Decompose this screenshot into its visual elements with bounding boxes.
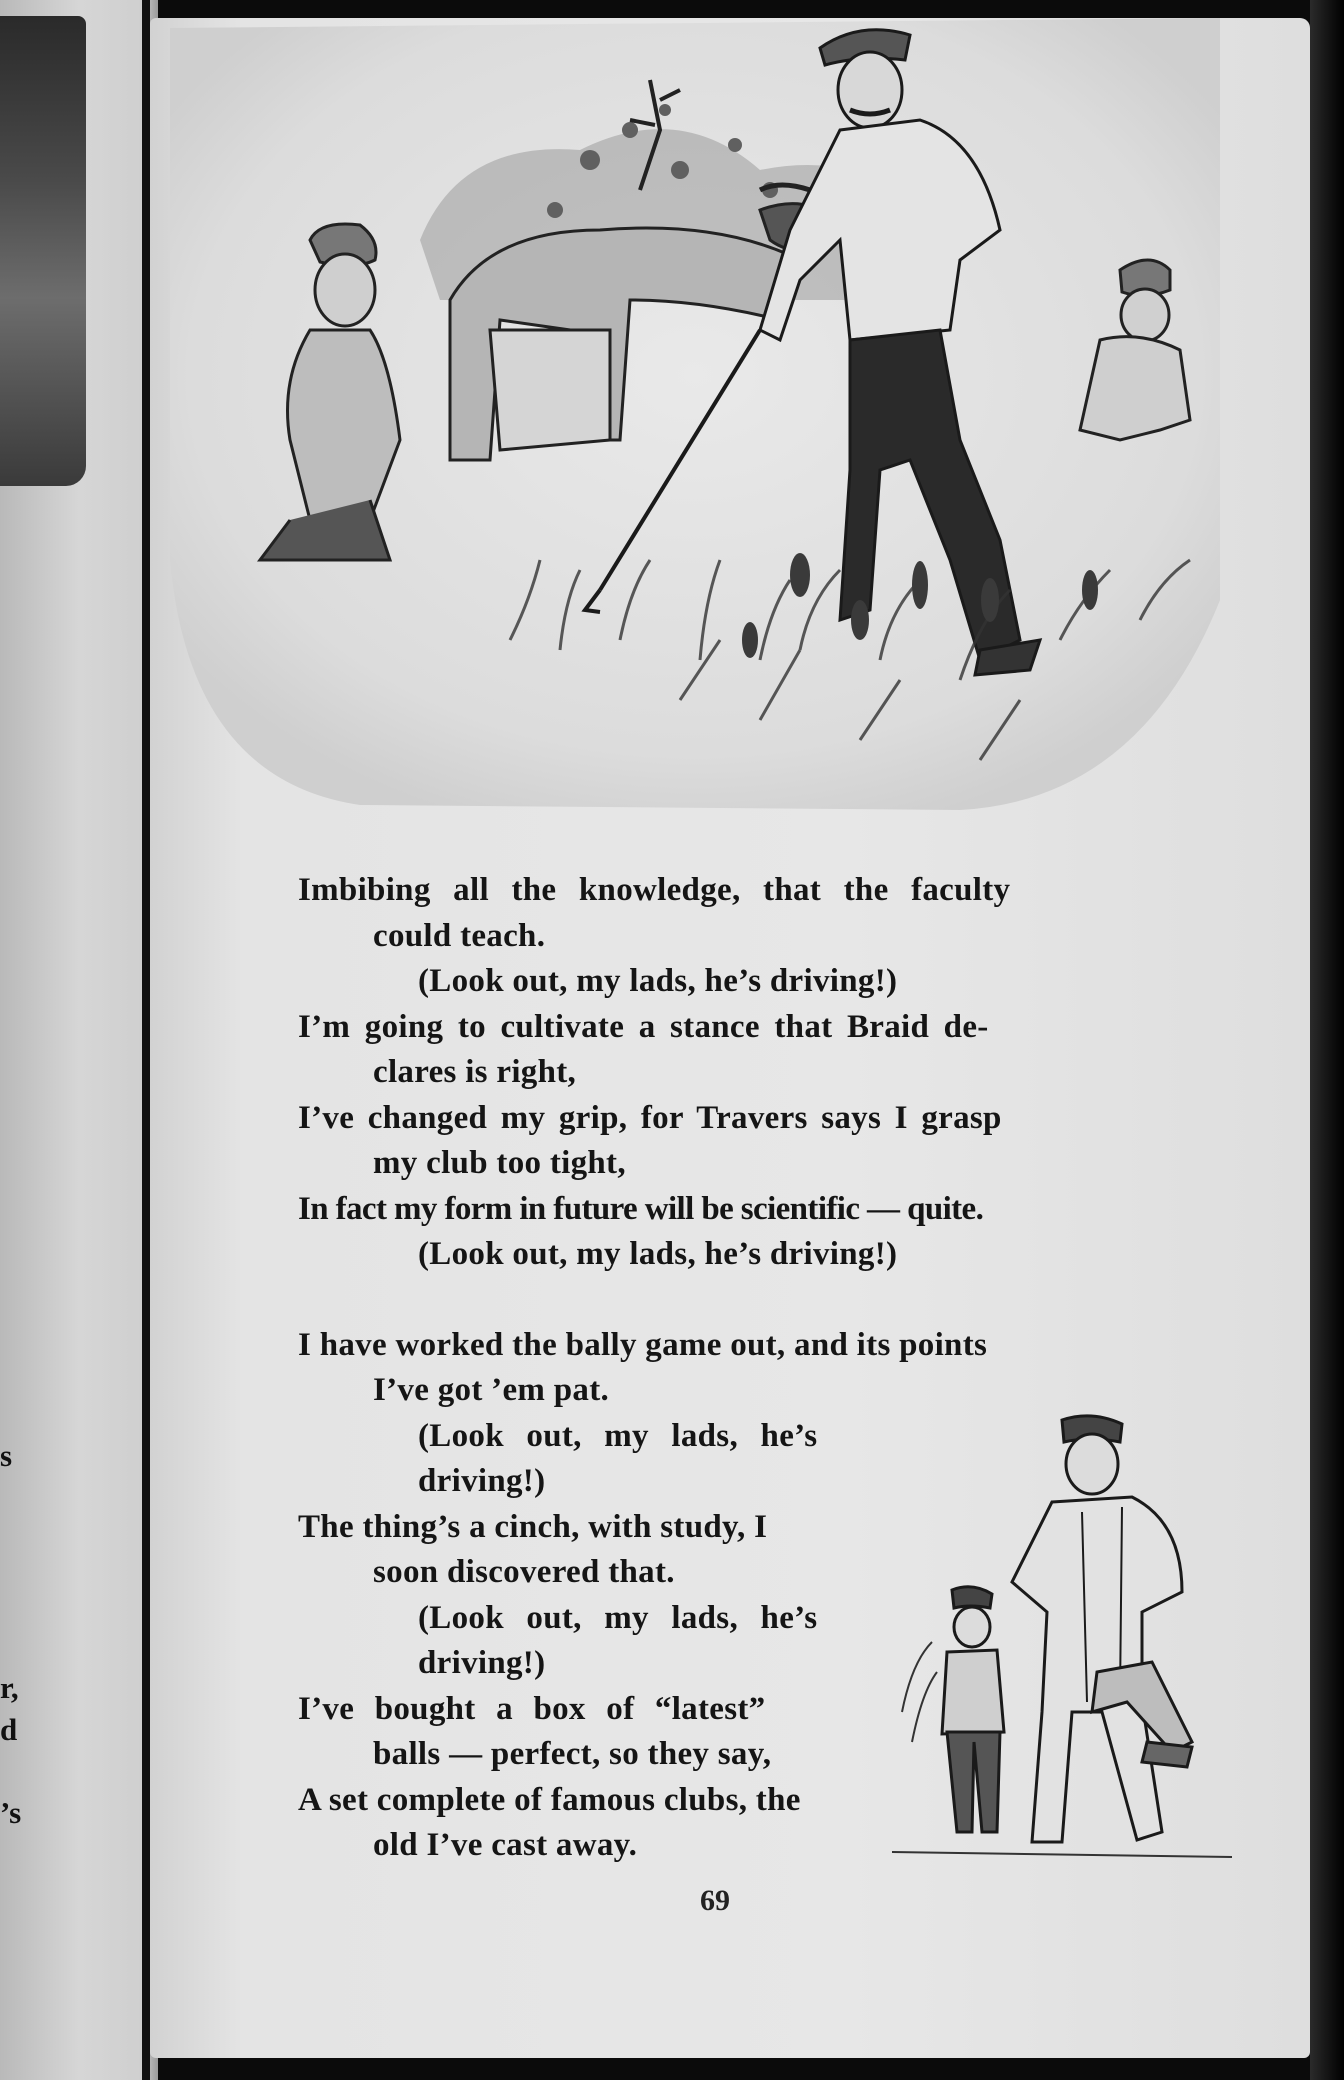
facing-page: [0, 0, 158, 2080]
poem-line: In fact my form in future will be scientific — quite.: [298, 1190, 984, 1227]
poem-line: I’m going to cultivate a stance that Braid de-: [298, 1008, 989, 1045]
poem-line: The thing’s a cinch, with study, I: [298, 1508, 768, 1545]
poem-line: my club too tight,: [373, 1145, 626, 1181]
facing-page-fragment: d: [0, 1712, 18, 1747]
poem-refrain: driving!): [418, 1463, 546, 1499]
poem-refrain: (Look out, my lads, he’s driving!): [418, 1236, 898, 1272]
poem-refrain: (Look out, my lads, he’s: [418, 1417, 818, 1454]
poem-line: Imbibing all the knowledge, that the faculty: [298, 872, 1011, 908]
poem-line: soon discovered that.: [373, 1554, 675, 1590]
poem-line: could teach.: [373, 917, 546, 954]
bottom-illustration-golfer-and-caddie: [892, 1412, 1232, 1872]
poem-line: I’ve bought a box of “latest”: [298, 1690, 766, 1727]
poem-refrain: driving!): [418, 1645, 546, 1681]
poem-refrain: (Look out, my lads, he’s driving!): [418, 963, 898, 999]
poem-line: balls — perfect, so they say,: [373, 1736, 772, 1772]
poem-refrain: (Look out, my lads, he’s: [418, 1599, 818, 1636]
book-edge: [1310, 0, 1344, 2080]
facing-page-fragment: r,: [0, 1670, 19, 1705]
poem-line: I’ve changed my grip, for Travers says I grasp: [298, 1099, 1002, 1136]
poem-line: I have worked the bally game out, and its points: [298, 1326, 988, 1363]
facing-page-illustration: [0, 16, 86, 486]
top-illustration-golfers-searching: [160, 0, 1220, 820]
facing-page-fragment: ’s: [0, 1795, 22, 1830]
book-gutter: [142, 0, 150, 2080]
poem-line: clares is right,: [373, 1054, 577, 1090]
page-number: 69: [700, 1884, 730, 1917]
poem-line: old I’ve cast away.: [373, 1827, 638, 1863]
poem-line: I’ve got ’em pat.: [373, 1372, 610, 1408]
poem-line: A set complete of famous clubs, the: [298, 1781, 801, 1818]
facing-page-fragment: s: [0, 1438, 13, 1473]
